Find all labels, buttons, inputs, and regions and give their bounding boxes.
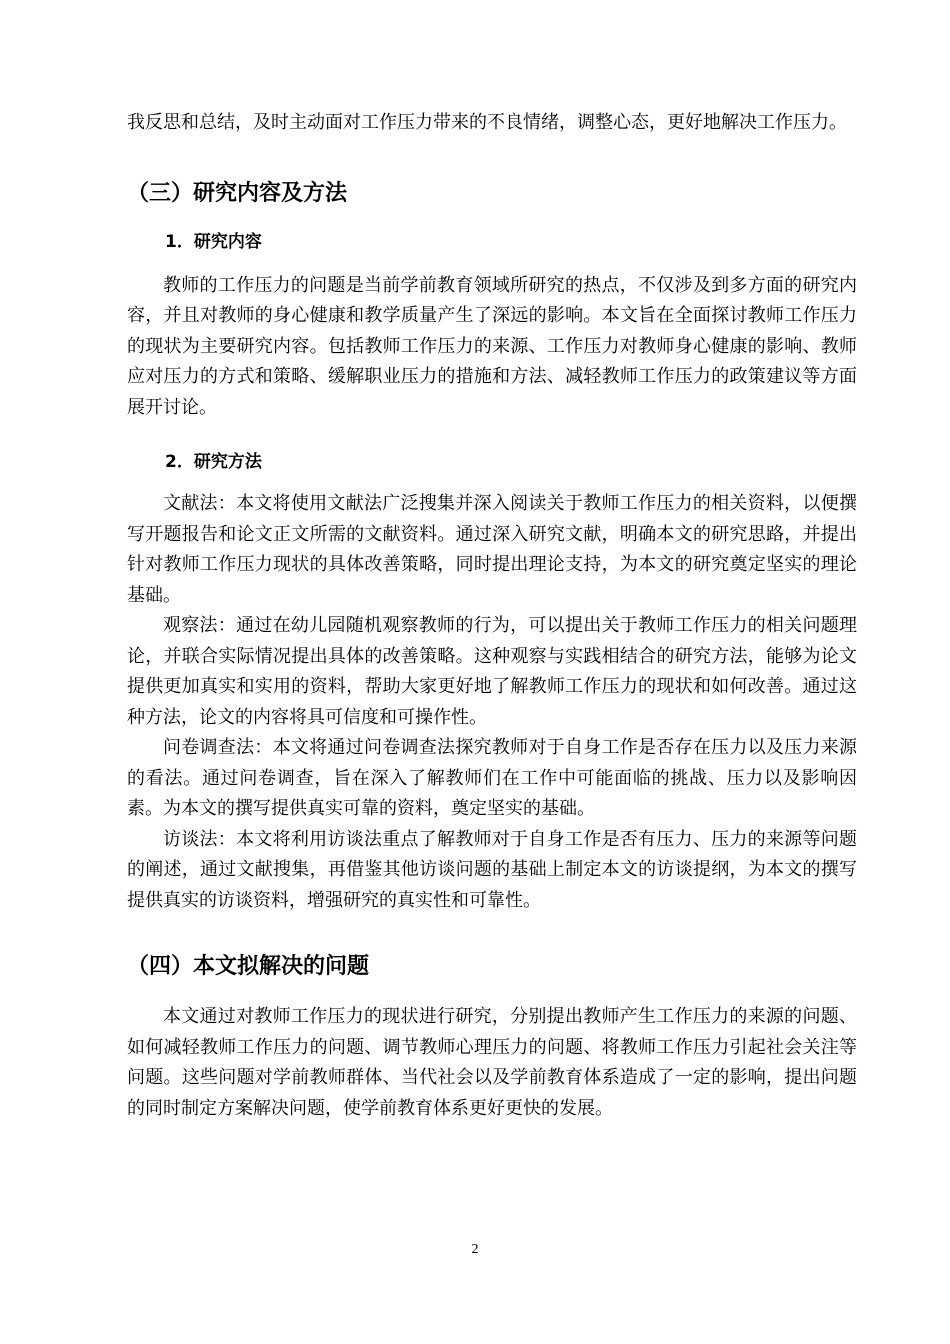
section-3-heading: （三）研究内容及方法 (127, 180, 348, 206)
page-number: 2 (471, 1242, 479, 1257)
method-questionnaire-paragraph: 问卷调查法：本文将通过问卷调查法探究教师对于自身工作是否存在压力以及压力来源的看法。通过问卷调查，旨在深入了解教师们在工作中可能面临的挑战、压力以及影响因素。为本文的撰写提供真实可靠的资料，奠定坚实的基础。 (127, 737, 857, 819)
subsection-research-content-heading: 1．研究内容 (165, 231, 262, 252)
research-content-paragraph: 教师的工作压力的问题是当前学前教育领域所研究的热点，不仅涉及到多方面的研究内容，并且对教师的身心健康和教学质量产生了深远的影响。本文旨在全面探讨教师工作压力的现状为主要研究内容。包括教师工作压力的来源、工作压力对教师身心健康的影响、教师应对压力的方式和策略、缓解职业压力的措施和方法、减轻教师工作压力的政策建议等方面展开讨论。 (127, 274, 857, 418)
section-4-heading: （四）本文拟解决的问题 (127, 954, 370, 979)
method-observation-paragraph: 观察法：通过在幼儿园随机观察教师的行为，可以提出关于教师工作压力的相关问题理论，并联合实际情况提出具体的改善策略。这种观察与实践相结合的研究方法，能够为论文提供更加真实和实用的资料，帮助大家更好地了解教师工作压力的现状和如何改善。通过这种方法，论文的内容将具可信度和可操作性。 (127, 615, 857, 728)
problems-paragraph: 本文通过对教师工作压力的现状进行研究，分别提出教师产生工作压力的来源的问题、如何减轻教师工作压力的问题、调节教师心理压力的问题、将教师工作压力引起社会关注等问题。这些问题对学前教师群体、当代社会以及学前教育体系造成了一定的影响，提出问题的同时制定方案解决问题，使学前教育体系更好更快的发展。 (127, 1006, 857, 1119)
subsection-research-method-heading: 2．研究方法 (165, 452, 262, 472)
document-page (127, 108, 857, 1124)
method-interview-paragraph: 访谈法：本文将利用访谈法重点了解教师对于自身工作是否有压力、压力的来源等问题的阐述，通过文献搜集，再借鉴其他访谈问题的基础上制定本文的访谈提纲，为本文的撰写提供真实的访谈资料，增强研究的真实性和可靠性。 (127, 828, 857, 911)
intro-paragraph: 我反思和总结，及时主动面对工作压力带来的不良情绪，调整心态，更好地解决工作压力。 (127, 112, 847, 133)
method-literature-paragraph: 文献法：本文将使用文献法广泛搜集并深入阅读关于教师工作压力的相关资料，以便撰写开题报告和论文正文所需的文献资料。通过深入研究文献，明确本文的研究思路，并提出针对教师工作压力现状的具体改善策略，同时提出理论支持，为本文的研究奠定坚实的理论基础。 (127, 493, 857, 606)
